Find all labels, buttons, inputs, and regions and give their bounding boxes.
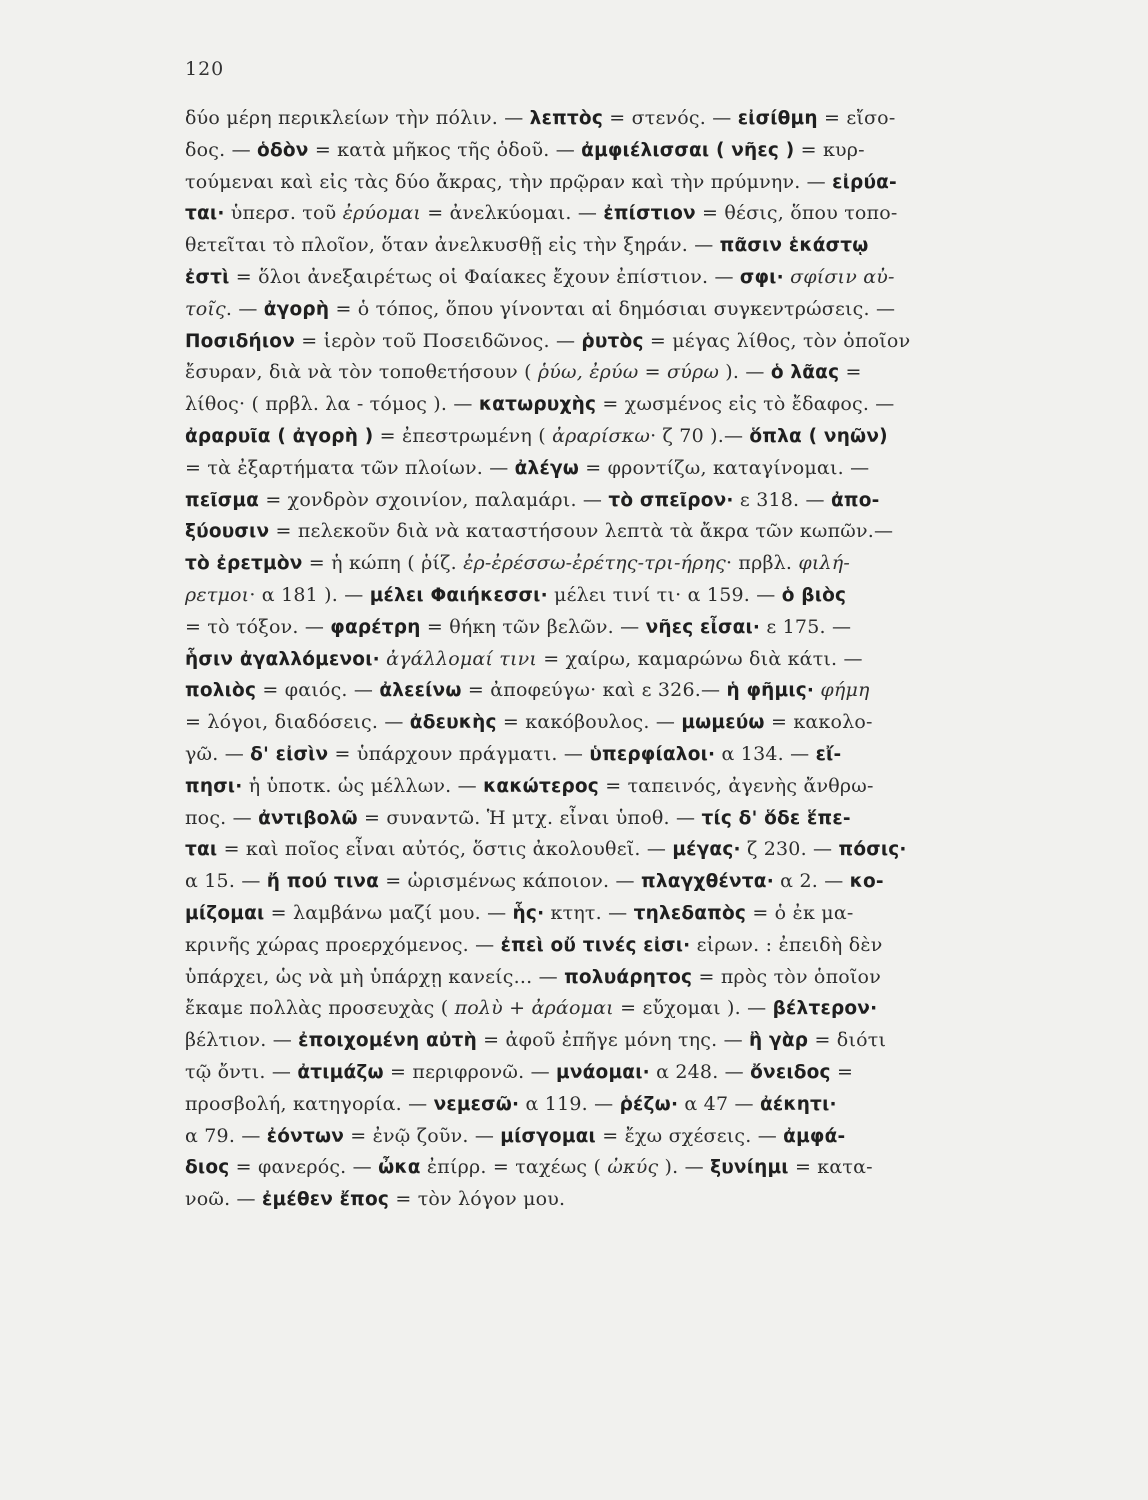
headword: ἀμφιέλισσαι ( νῆες ) xyxy=(581,139,795,161)
headword: ἀλέγω xyxy=(514,457,580,479)
headword: ὁδὸν xyxy=(257,139,309,161)
headword: ὁ λᾶας xyxy=(770,362,840,384)
headword: ὄνειδος xyxy=(750,1061,831,1083)
text-line: ἧσιν ἀγαλλόμενοι· ἀγάλλομαί τινι = χαίρω, καμαρώνω διὰ κάτι. — xyxy=(185,647,863,670)
headword: τηλεδαπὸς xyxy=(633,902,747,924)
headword: ὦκα xyxy=(378,1157,421,1179)
glossary-text-block xyxy=(185,103,1021,1216)
italic-term: τοῖς xyxy=(185,297,226,320)
text-line: ἔκαμε πολλὰς προσευχὰς ( πολὺ + ἀράομαι = εὔχομαι ). — βέλτερον· xyxy=(185,997,878,1020)
text-line: δύο μέρη περικλείων τὴν πόλιν. — λεπτὸς = στενός. — εἰσίθμη = εἴσο- xyxy=(185,107,896,129)
text-line: τοῖς. — ἀγορὴ = ὁ τόπος, ὅπου γίνονται αἱ δημόσιαι συγκεντρώσεις. — xyxy=(185,297,896,320)
text-line: ται = καὶ ποῖος εἶναι αὐτός, ὅστις ἀκολουθεῖ. — μέγας· ζ 230. — πόσις· xyxy=(185,838,907,861)
headword: διος xyxy=(185,1157,230,1179)
headword: μίζομαι xyxy=(185,902,265,924)
headword: ἧς· xyxy=(512,902,545,924)
headword: ὑπερφίαλοι· xyxy=(589,743,716,765)
text-line: τούμεναι καὶ εἰς τὰς δύο ἄκρας, τὴν πρῷραν καὶ τὴν πρύμνην. — εἰρύα- xyxy=(185,170,897,193)
headword: μνάομαι· xyxy=(556,1061,650,1083)
text-line: α 15. — ἤ πού τινα = ὡρισμένως κάποιον. — πλαγχθέντα· α 2. — κο- xyxy=(185,870,884,893)
headword: ἐποιχομένη αὐτὴ xyxy=(298,1030,477,1052)
text-line: πεῖσμα = χονδρὸν σχοινίον, παλαμάρι. — τὸ σπεῖρον· ε 318. — ἀπο- xyxy=(185,488,880,511)
headword: ἤ πού τινα xyxy=(266,871,379,893)
text-line: α 79. — ἐόντων = ἐνῷ ζοῦν. — μίσγομαι = ἔχω σχέσεις. — ἀμφά- xyxy=(185,1124,846,1147)
headword: μίσγομαι xyxy=(500,1125,596,1147)
headword: πᾶσιν ἑκάστῳ xyxy=(719,235,869,257)
headword: κατωρυχὴς xyxy=(478,394,597,416)
text-line: πος. — ἀντιβολῶ = συναντῶ. Ἡ μτχ. εἶναι ὑποθ. — τίς δ' ὅδε ἕπε- xyxy=(185,806,851,829)
text-line: ἔσυραν, διὰ νὰ τὸν τοποθετήσουν ( ῥύω, ἐρύω = σύρω ). — ὁ λᾶας = xyxy=(185,361,862,384)
headword: ῥέζω· xyxy=(619,1093,679,1115)
headword: πλαγχθέντα· xyxy=(640,871,774,893)
italic-term: ὠκύς xyxy=(607,1156,659,1179)
headword: ξύουσιν xyxy=(185,521,270,543)
headword: κακώτερος xyxy=(483,775,599,797)
headword: τὸ σπεῖρον· xyxy=(608,489,734,511)
text-line: διος = φανερός. — ὦκα ἐπίρρ. = ταχέως ( ὠκύς ). — ξυνίημι = κατα- xyxy=(185,1156,873,1179)
headword: ἐπεὶ οὔ τινές εἰσι· xyxy=(500,934,691,956)
headword: νεμεσῶ· xyxy=(433,1093,520,1115)
headword: σφι· xyxy=(739,266,784,288)
headword: ται· xyxy=(185,203,225,225)
headword: φαρέτρη xyxy=(330,616,421,638)
headword: πολυάρητος xyxy=(564,966,693,988)
italic-term: σύρω xyxy=(667,361,720,384)
text-line: = λόγοι, διαδόσεις. — ἀδευκὴς = κακόβουλος. — μωμεύω = κακολο- xyxy=(185,711,873,734)
headword: ἀέκητι· xyxy=(759,1093,837,1115)
headword: ἀγορὴ xyxy=(263,298,330,320)
headword: ἐπίστιον xyxy=(603,203,696,225)
headword: τὸ ἐρετμὸν xyxy=(185,553,303,575)
text-line: προσβολή, κατηγορία. — νεμεσῶ· α 119. — ῥέζω· α 47 — ἀέκητι· xyxy=(185,1092,837,1115)
text-line: θετεῖται τὸ πλοῖον, ὅταν ἀνελκυσθῇ εἰς τὴν ξηράν. — πᾶσιν ἑκάστῳ xyxy=(185,234,869,257)
text-line: = τὰ ἐξαρτήματα τῶν πλοίων. — ἀλέγω = φροντίζω, καταγίνομαι. — xyxy=(185,456,870,479)
headword: ἀραρυῖα ( ἀγορὴ ) xyxy=(185,425,374,447)
headword: μέλει Φαιήκεσσι· xyxy=(369,584,548,606)
text-line: κρινῆς χώρας προερχόμενος. — ἐπεὶ οὔ τινές εἰσι· εἰρων. : ἐπειδὴ δὲν xyxy=(185,933,883,956)
text-line: = τὸ τόξον. — φαρέτρη = θήκη τῶν βελῶν. — νῆες εἶσαι· ε 175. — xyxy=(185,615,852,638)
italic-term: ἀράομαι xyxy=(531,997,614,1020)
headword: ται xyxy=(185,839,218,861)
italic-term: ῥύω, ἐρύω xyxy=(537,361,639,384)
headword: βέλτερον· xyxy=(772,998,878,1020)
text-line: ται· ὑπερσ. τοῦ ἐρύομαι = ἀνελκύομαι. — ἐπίστιον = θέσις, ὅπου τοπο- xyxy=(185,202,898,225)
headword: ἀντιβολῶ xyxy=(258,807,358,829)
headword: ἧσιν ἀγαλλόμενοι· xyxy=(185,648,380,670)
text-line: μίζομαι = λαμβάνω μαζί μου. — ἧς· κτητ. — τηλεδαπὸς = ὁ ἐκ μα- xyxy=(185,901,854,924)
page-number: 120 xyxy=(185,58,225,80)
text-line: Ποσιδήιον = ἱερὸν τοῦ Ποσειδῶνος. — ῥυτὸς = μέγας λίθος, τὸν ὁποῖον xyxy=(185,329,911,352)
headword: νῆες εἶσαι· xyxy=(645,616,761,638)
italic-term: ἀραρίσκω xyxy=(552,424,651,447)
text-line: τῷ ὄντι. — ἀτιμάζω = περιφρονῶ. — μνάομαι· α 248. — ὄνειδος = xyxy=(185,1060,854,1083)
text-line: ρετμοι· α 181 ). — μέλει Φαιήκεσσι· μέλει τινί τι· α 159. — ὁ βιὸς xyxy=(185,583,847,606)
headword: πησι· xyxy=(185,775,243,797)
italic-term: πολὺ xyxy=(454,997,503,1020)
headword: εἴ- xyxy=(815,743,842,765)
italic-term: ἐρύομαι xyxy=(342,202,422,225)
italic-term: φήμη xyxy=(820,679,870,702)
text-line: ἀραρυῖα ( ἀγορὴ ) = ἐπεστρωμένη ( ἀραρίσκω· ζ 70 ).— ὅπλα ( νηῶν) xyxy=(185,424,888,447)
headword: μωμεύω xyxy=(681,712,765,734)
text-line: βέλτιον. — ἐποιχομένη αὐτὴ = ἀφοῦ ἐπῆγε μόνη της. — ἢ γὰρ = διότι xyxy=(185,1029,887,1052)
headword: πεῖσμα xyxy=(185,489,260,511)
headword: ἐστὶ xyxy=(185,266,230,288)
text-line: γῶ. — δ' εἰσὶν = ὑπάρχουν πράγματι. — ὑπερφίαλοι· α 134. — εἴ- xyxy=(185,742,842,765)
headword: ἐόντων xyxy=(266,1125,345,1147)
italic-term: ἐρ-ἐρέσσω-ἐρέτης-τρι-ήρης xyxy=(463,552,726,575)
headword: ἢ γὰρ xyxy=(749,1030,809,1052)
text-line: ὑπάρχει, ὡς νὰ μὴ ὑπάρχῃ κανείς... — πολυάρητος = πρὸς τὸν ὁποῖον xyxy=(185,965,881,988)
text-line: τὸ ἐρετμὸν = ἡ κώπη ( ῥίζ. ἐρ-ἐρέσσω-ἐρέτης-τρι-ήρης· πρβλ. φιλή- xyxy=(185,552,851,575)
headword: ξυνίημι xyxy=(710,1157,789,1179)
headword: ἀμφά- xyxy=(783,1125,846,1147)
headword: δ' εἰσὶν xyxy=(250,743,329,765)
text-line: ξύουσιν = πελεκοῦν διὰ νὰ καταστήσουν λεπτὰ τὰ ἄκρα τῶν κωπῶν.— xyxy=(185,520,894,543)
text-line: νοῶ. — ἐμέθεν ἔπος = τὸν λόγον μου. xyxy=(185,1188,566,1211)
headword: κο- xyxy=(849,871,884,893)
headword: λεπτὸς xyxy=(529,108,603,129)
headword: μέγας· xyxy=(672,839,741,861)
text-line: ἐστὶ = ὅλοι ἀνεξαιρέτως οἱ Φαίακες ἔχουν ἐπίστιον. — σφι· σφίσιν αὐ- xyxy=(185,265,895,288)
italic-term: σφίσιν αὐ- xyxy=(790,265,895,288)
headword: εἰσίθμη xyxy=(737,108,818,129)
headword: πόσις· xyxy=(838,839,907,861)
headword: ἀτιμάζω xyxy=(297,1061,384,1083)
italic-term: ρετμοι xyxy=(185,583,250,606)
headword: ἀλεείνω xyxy=(379,680,462,702)
italic-term: ἀγάλλομαί τινι xyxy=(386,647,538,670)
text-line: πησι· ἡ ὑποτκ. ὡς μέλλων. — κακώτερος = ταπεινός, ἀγενὴς ἄνθρω- xyxy=(185,774,874,797)
headword: πολιὸς xyxy=(185,680,257,702)
headword: Ποσιδήιον xyxy=(185,330,296,352)
italic-term: φιλή- xyxy=(798,552,851,575)
headword: τίς δ' ὅδε ἕπε- xyxy=(701,807,851,829)
headword: ἀδευκὴς xyxy=(409,712,497,734)
headword: ἀπο- xyxy=(830,489,880,511)
headword: ὅπλα ( νηῶν) xyxy=(749,425,888,447)
headword: ἡ φῆμις· xyxy=(726,680,815,702)
headword: εἰρύα- xyxy=(832,171,897,193)
headword: ὁ βιὸς xyxy=(781,584,847,606)
text-line: λίθος· ( πρβλ. λα - τόμος ). — κατωρυχὴς = χωσμένος εἰς τὸ ἔδαφος. — xyxy=(185,393,895,416)
headword: ἐμέθεν ἔπος xyxy=(262,1189,390,1211)
headword: ῥυτὸς xyxy=(581,330,644,352)
text-line: πολιὸς = φαιός. — ἀλεείνω = ἀποφεύγω· καὶ ε 326.— ἡ φῆμις· φήμη xyxy=(185,679,870,702)
text-line: δος. — ὁδὸν = κατὰ μῆκος τῆς ὁδοῦ. — ἀμφιέλισσαι ( νῆες ) = κυρ- xyxy=(185,138,865,161)
